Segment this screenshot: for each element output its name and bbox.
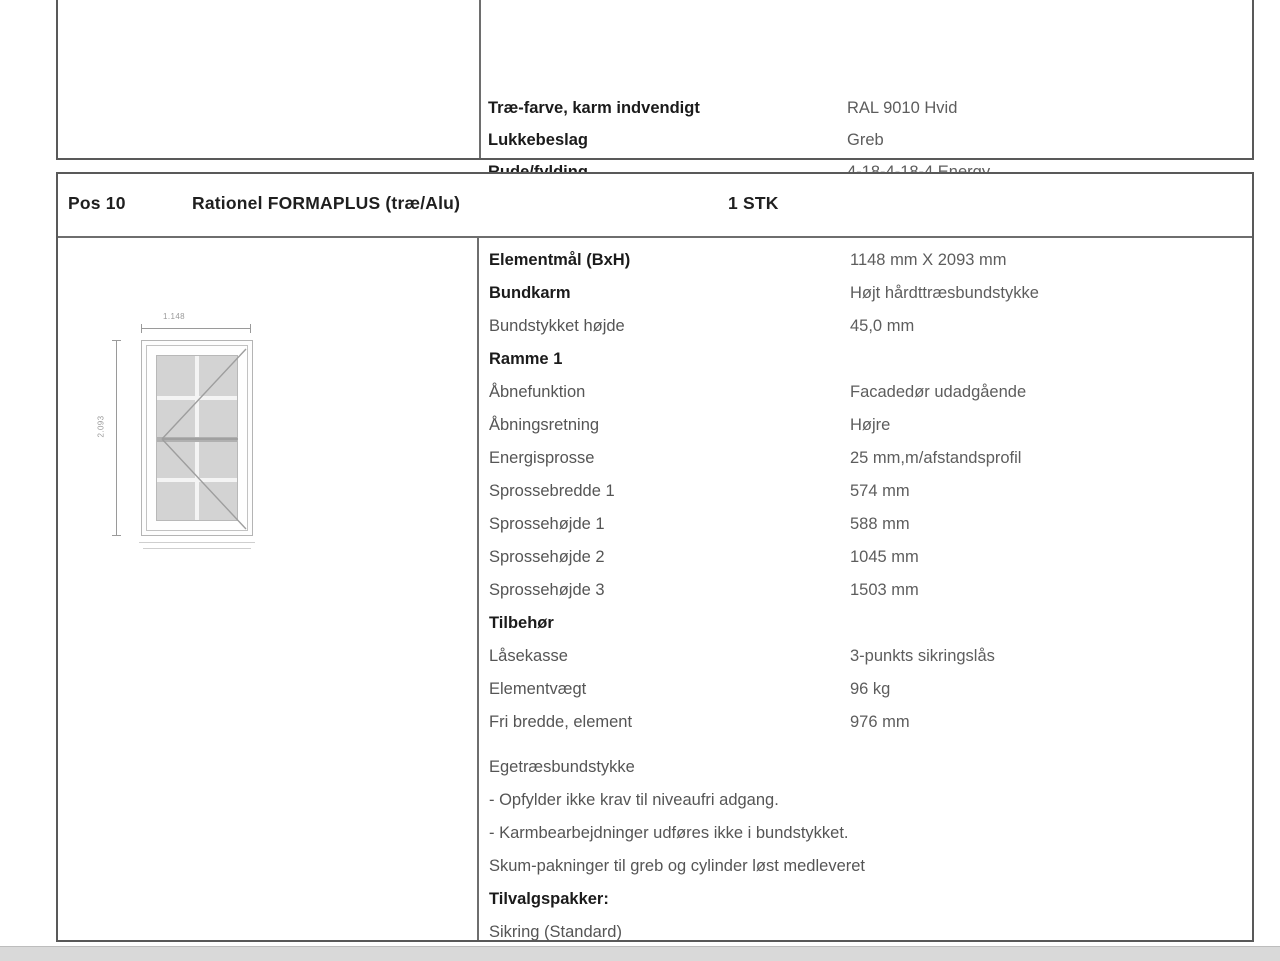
spec-row-value: Facadedør udadgående bbox=[850, 383, 1027, 401]
spec-row-value: 574 mm bbox=[850, 482, 910, 500]
spec-row bbox=[479, 916, 1252, 949]
spec-row-label: Elementvægt bbox=[489, 680, 587, 698]
spec-row-label: - Karmbearbejdninger udføres ikke i bundstykket. bbox=[489, 824, 849, 842]
spec-row-label: Sprossebredde 1 bbox=[489, 482, 615, 500]
spec-row bbox=[479, 706, 1252, 739]
spec-row-label: Sprossehøjde 1 bbox=[489, 515, 605, 533]
spec-row bbox=[479, 574, 1252, 607]
spec-row bbox=[479, 442, 1252, 475]
specification-column bbox=[479, 238, 1252, 940]
position-number: Pos 10 bbox=[68, 193, 126, 213]
upper-spec-table bbox=[56, 0, 1254, 160]
spec-row-label: Sprossehøjde 2 bbox=[489, 548, 605, 566]
spec-row bbox=[479, 817, 1252, 850]
spec-row-label: Sprossehøjde 3 bbox=[489, 581, 605, 599]
spec-row bbox=[479, 607, 1252, 640]
spec-row-value: 1045 mm bbox=[850, 548, 919, 566]
spec-row-label: Ramme 1 bbox=[489, 350, 563, 368]
spec-row-value: 25 mm,m/afstandsprofil bbox=[850, 449, 1022, 467]
spec-row bbox=[479, 409, 1252, 442]
spec-row-label: Tilbehør bbox=[489, 614, 554, 632]
spec-row bbox=[479, 784, 1252, 817]
spec-row-value: 45,0 mm bbox=[850, 317, 915, 335]
spec-row-label: Bundstykket højde bbox=[489, 317, 625, 335]
spec-row bbox=[479, 751, 1252, 784]
spec-row-value: Højre bbox=[850, 416, 891, 434]
spec-row-label: Skum-pakninger til greb og cylinder løst medleveret bbox=[489, 857, 865, 875]
upper-table-column-divider bbox=[479, 0, 481, 158]
spec-row bbox=[479, 640, 1252, 673]
spec-row bbox=[479, 883, 1252, 916]
position-quantity: 1 STK bbox=[728, 193, 779, 213]
spec-row-label: Egetræsbundstykke bbox=[489, 758, 635, 776]
spec-row bbox=[479, 508, 1252, 541]
spec-row-label: Fri bredde, element bbox=[489, 713, 633, 731]
spec-row-value: 96 kg bbox=[850, 680, 891, 698]
element-technical-drawing bbox=[96, 310, 333, 570]
spec-row bbox=[479, 673, 1252, 706]
spec-row bbox=[479, 310, 1252, 343]
spec-row bbox=[479, 244, 1252, 277]
spec-row bbox=[479, 343, 1252, 376]
spec-row bbox=[479, 277, 1252, 310]
spec-row-value: 976 mm bbox=[850, 713, 910, 731]
spec-row-label: Sikring (Standard) bbox=[489, 923, 622, 941]
spec-row-label: Åbningsretning bbox=[489, 416, 600, 434]
sill-line-upper bbox=[139, 542, 255, 543]
spec-row bbox=[479, 376, 1252, 409]
height-dimension-line bbox=[116, 340, 117, 536]
spec-row-label: Elementmål (BxH) bbox=[489, 251, 631, 269]
upper-row-label: Træ-farve, karm indvendigt bbox=[488, 99, 700, 117]
spec-row-label: Bundkarm bbox=[489, 284, 571, 302]
spec-row bbox=[479, 475, 1252, 508]
spec-row-label: Åbnefunktion bbox=[489, 383, 586, 401]
door-outer-frame bbox=[141, 340, 253, 536]
spec-row-value: 1503 mm bbox=[850, 581, 919, 599]
spec-row-value: 3-punkts sikringslås bbox=[850, 647, 995, 665]
upper-row-label: Lukkebeslag bbox=[488, 131, 588, 149]
hinge-direction-indicator bbox=[142, 341, 254, 537]
drawing-column bbox=[58, 238, 477, 940]
spec-row-value: Højt hårdttræsbundstykke bbox=[850, 284, 1039, 302]
spec-row-label: Låsekasse bbox=[489, 647, 568, 665]
spec-row-label: - Opfylder ikke krav til niveaufri adgang. bbox=[489, 791, 779, 809]
spec-row-label: Tilvalgspakker: bbox=[489, 890, 609, 908]
width-dimension-line bbox=[141, 328, 251, 329]
upper-row-value: RAL 9010 Hvid bbox=[847, 99, 958, 117]
position-title: Rationel FORMAPLUS (træ/Alu) bbox=[192, 193, 461, 213]
width-dimension-label: 1.148 bbox=[163, 312, 186, 321]
upper-row-value: Greb bbox=[847, 131, 884, 149]
spec-row-label: Energisprosse bbox=[489, 449, 595, 467]
position-10-block bbox=[56, 172, 1254, 942]
spec-row-value: 1148 mm X 2093 mm bbox=[850, 251, 1007, 269]
position-body bbox=[58, 238, 1252, 940]
spec-row-value: 588 mm bbox=[850, 515, 910, 533]
spec-row bbox=[479, 850, 1252, 883]
spec-row bbox=[479, 541, 1252, 574]
height-dimension-label: 2.093 bbox=[96, 415, 106, 438]
sill-line-lower bbox=[143, 548, 251, 549]
position-header-row bbox=[58, 174, 1252, 238]
page-bottom-edge bbox=[0, 946, 1280, 961]
